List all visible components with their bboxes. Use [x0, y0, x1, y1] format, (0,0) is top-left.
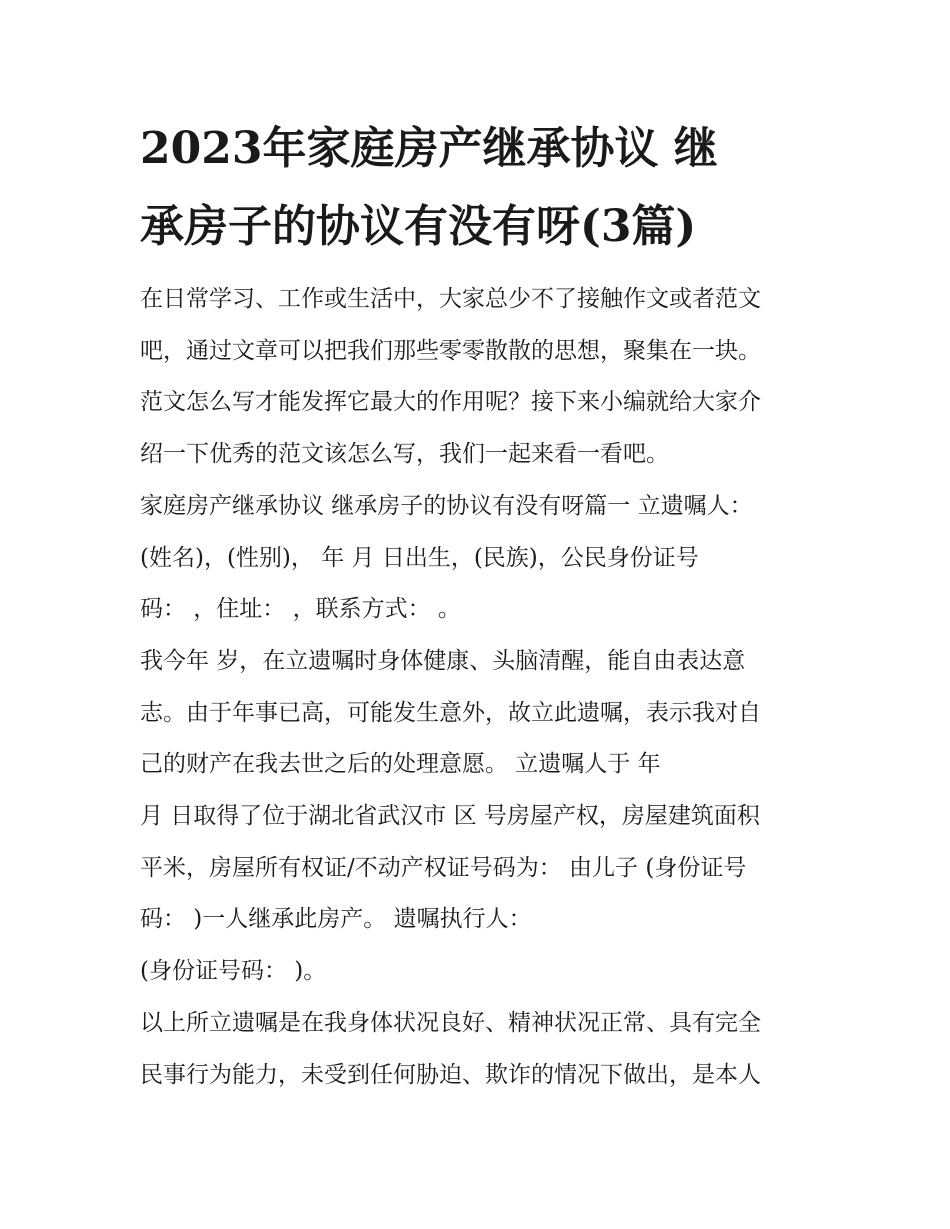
document-title [140, 110, 820, 266]
body-line: 家庭房产继承协议 继承房子的协议有没有呀篇一 立遗嘱人： [140, 492, 753, 519]
body-line: 以上所立遗嘱是在我身体状况良好、精神状况正常、具有完全 [140, 1009, 761, 1036]
document-body [140, 274, 820, 1101]
body-line: 己的财产在我去世之后的处理意愿。 立遗嘱人于 年 [140, 751, 661, 778]
document-page [140, 110, 820, 1101]
body-line: 平米，房屋所有权证/不动产权证号码为： 由儿子 (身份证号 [140, 854, 747, 881]
body-line: 民事行为能力，未受到任何胁迫、欺诈的情况下做出，是本人 [140, 1061, 761, 1088]
title-line: 承房子的协议有没有呀(3篇) [140, 201, 697, 252]
body-line: 在日常学习、工作或生活中，大家总少不了接触作文或者范文 [140, 286, 761, 312]
body-line: 志。由于年事已高，可能发生意外，故立此遗嘱，表示我对自 [140, 699, 761, 726]
body-line: 码： )一人继承此房产。 遗嘱执行人： [140, 906, 532, 933]
body-line: (姓名)，(性别)， 年 月 日出生，(民族)，公民身份证号 [140, 544, 699, 571]
body-line: 月 日取得了位于湖北省武汉市 区 号房屋产权，房屋建筑面积 [140, 803, 760, 830]
body-line: 吧，通过文章可以把我们那些零零散散的思想，聚集在一块。 [140, 337, 761, 364]
body-line: (身份证号码： )。 [140, 958, 327, 985]
body-line: 码： ，住址： ，联系方式： 。 [140, 596, 461, 623]
title-line: 2023年家庭房产继承协议 继 [140, 123, 718, 174]
body-line: 我今年 岁，在立遗嘱时身体健康、头脑清醒，能自由表达意 [140, 647, 746, 674]
body-line: 范文怎么写才能发挥它最大的作用呢？接下来小编就给大家介 [140, 389, 761, 416]
body-line: 绍一下优秀的范文该怎么写，我们一起来看一看吧。 [140, 441, 669, 468]
